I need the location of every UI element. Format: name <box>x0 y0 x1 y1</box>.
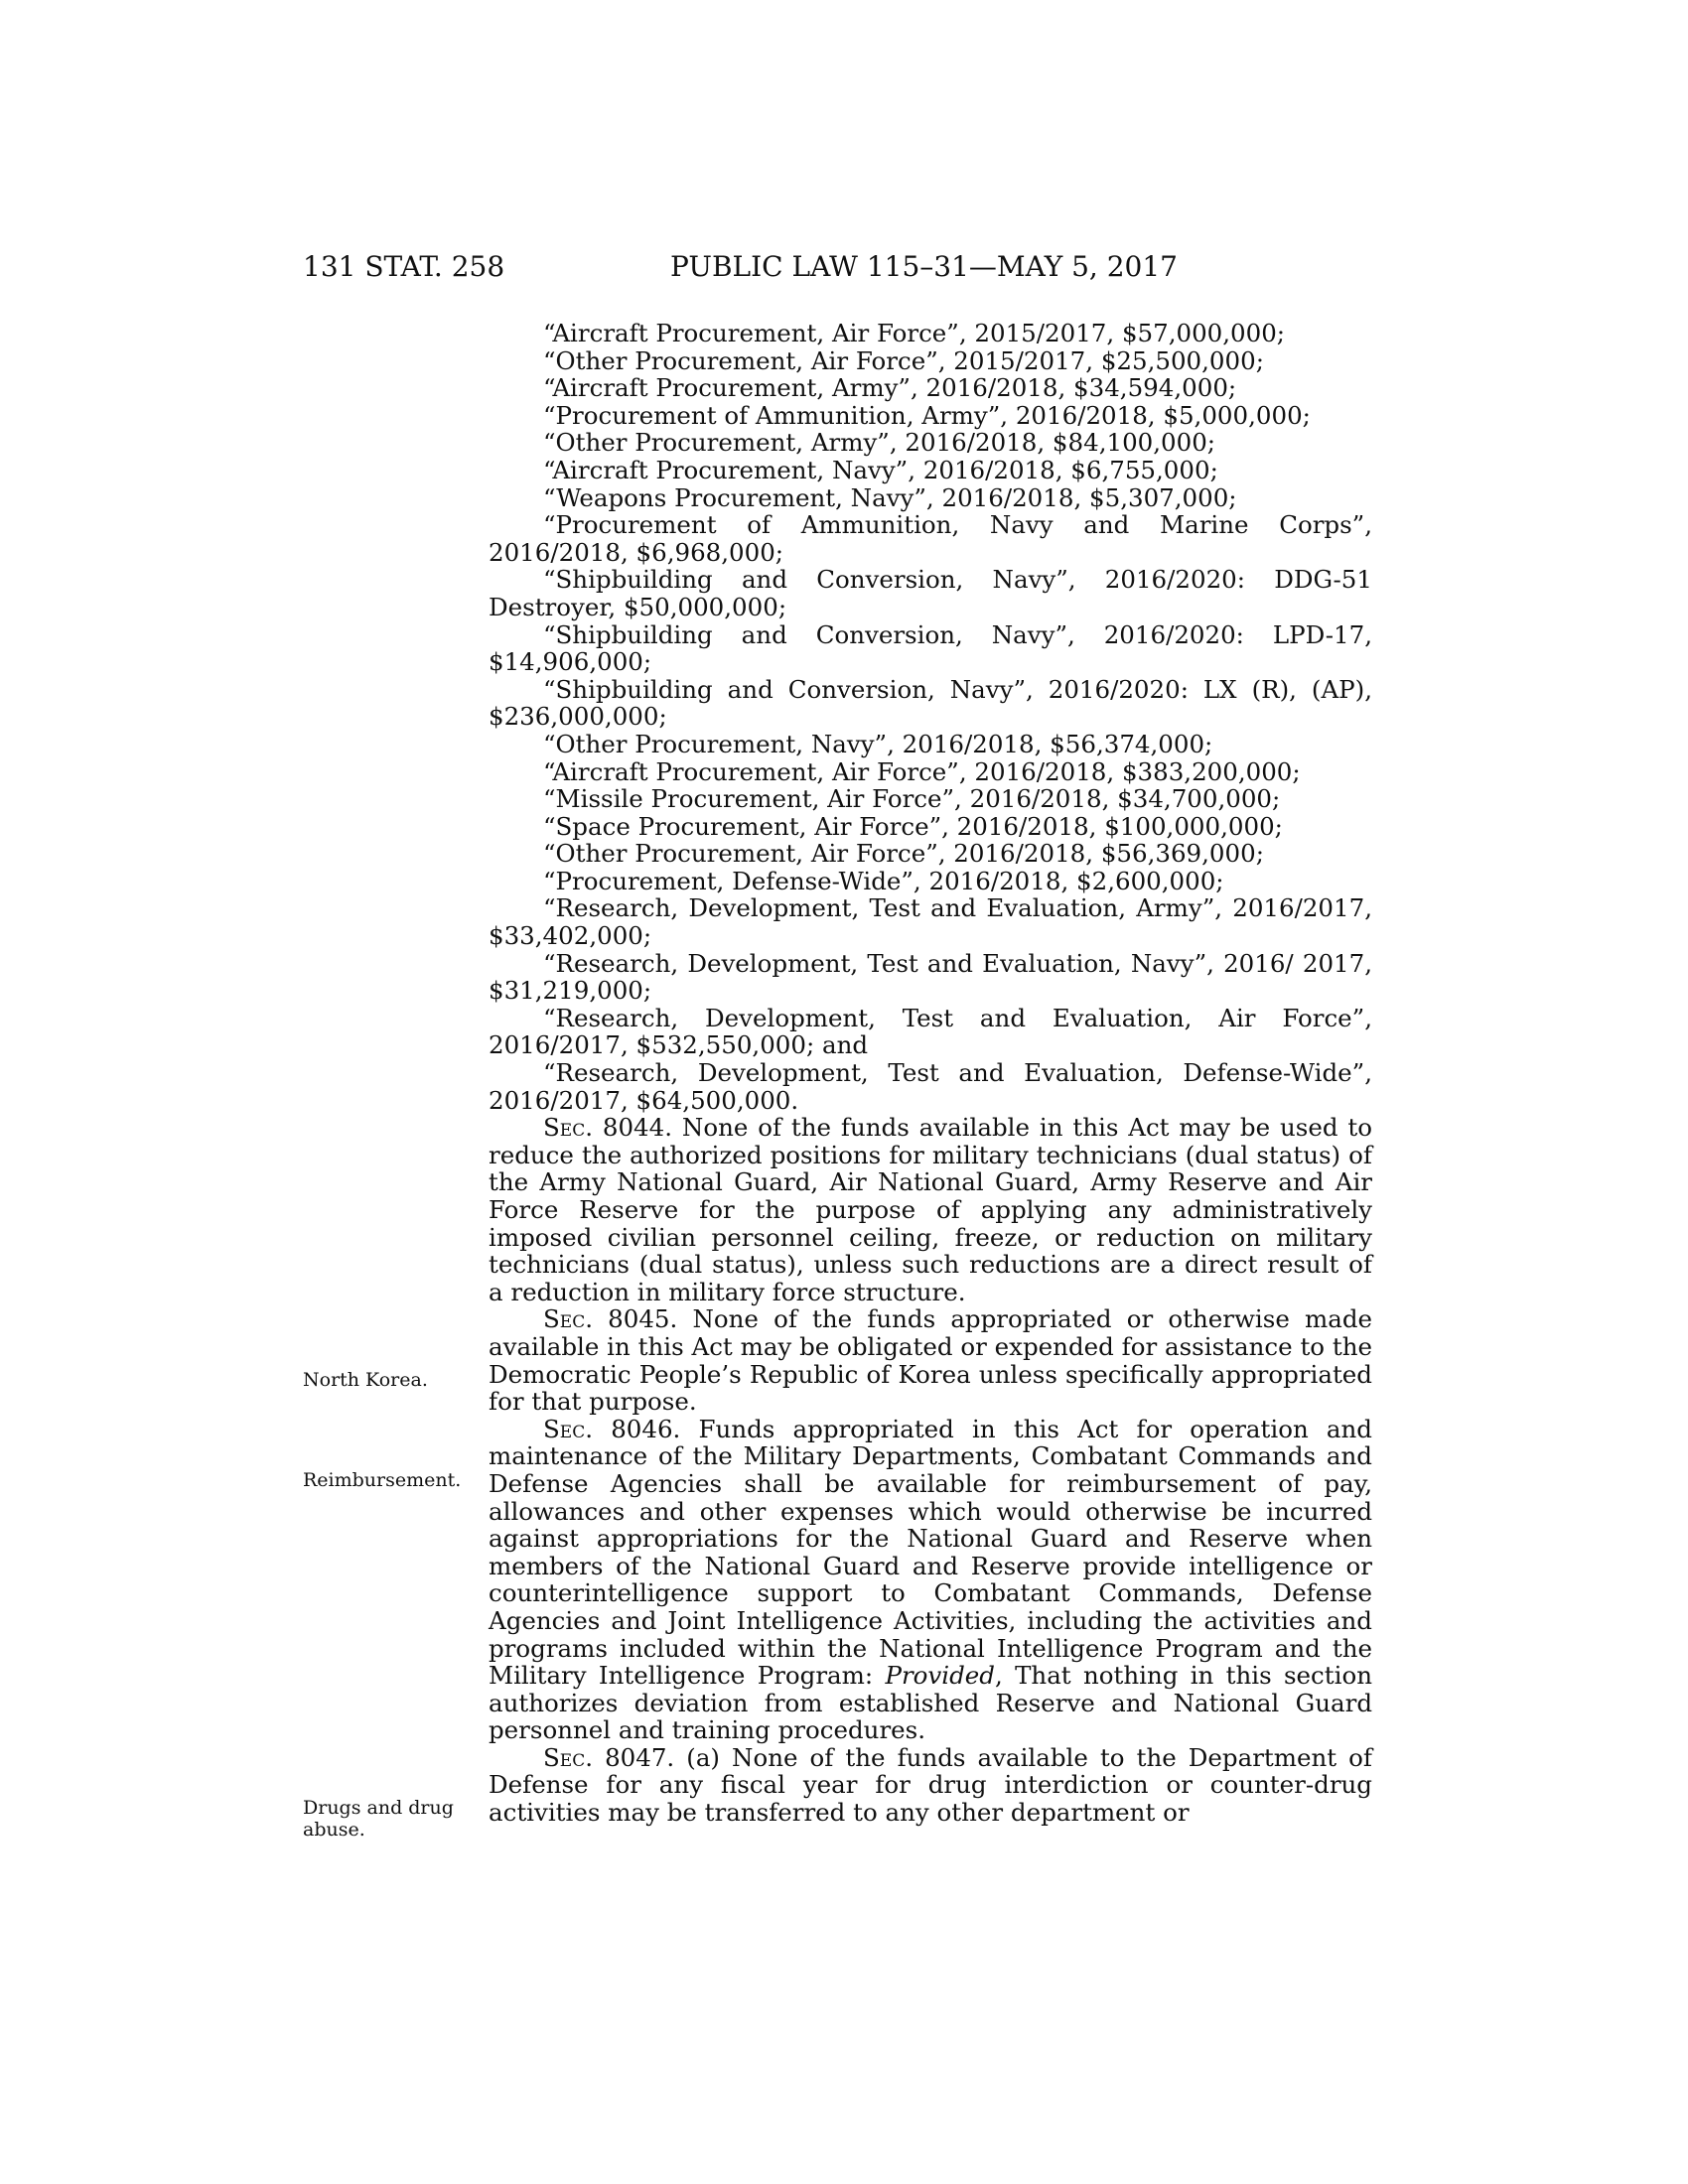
section-number: 8044. <box>602 1113 673 1143</box>
proviso-word: Provided <box>885 1661 995 1691</box>
section-label: Sec. <box>543 1742 593 1772</box>
statute-page-number: 131 STAT. 258 <box>303 250 505 283</box>
appropriation-entry: “Aircraft Procurement, Army”, 2016/2018, $34,594,000; <box>543 373 1237 403</box>
appropriation-entry: “Other Procurement, Air Force”, 2016/2018, $56,369,000; <box>543 839 1264 869</box>
appropriation-entry: “Shipbuilding and Conversion, Navy”, 2016/2020: DDG-51 Destroyer, $50,000,000; <box>489 565 1372 621</box>
section-label: Sec. <box>543 1113 593 1143</box>
section-number: 8046. <box>611 1414 681 1443</box>
appropriation-entry: “Weapons Procurement, Navy”, 2016/2018, $5,307,000; <box>543 482 1237 512</box>
section-8045 <box>489 1305 1372 1415</box>
section-text: (a) None of the funds available to the Department of Defense for any fiscal year for drug interdiction or counter-drug activities may be transferred to any other department or <box>489 1742 1372 1828</box>
section-text: None of the funds available in this Act may be used to reduce the authorized positions for military technicians (dual status) of the Army National Guard, Air National Guard, Army Reserve and Air Force Reserve for the purpose of applying any administratively imposed civilian personnel ceiling, freeze, or reduction on military technicians (dual status), unless such reductions are a direct result of a reduction in military force structure. <box>489 1113 1372 1306</box>
section-8046 <box>489 1416 1372 1744</box>
section-number: 8047. <box>605 1742 675 1772</box>
appropriation-entry: “Research, Development, Test and Evaluation, Army”, 2016/2017, $33,402,000; <box>489 893 1372 951</box>
appropriation-entry: “Other Procurement, Navy”, 2016/2018, $56,374,000; <box>543 729 1213 758</box>
appropriation-entry: “Space Procurement, Air Force”, 2016/2018, $100,000,000; <box>543 811 1283 841</box>
appropriation-entry: “Procurement, Defense-Wide”, 2016/2018, $2,600,000; <box>543 866 1224 895</box>
main-text-column <box>489 320 1372 1827</box>
section-8047 <box>489 1744 1372 1827</box>
appropriation-entry: “Research, Development, Test and Evaluation, Navy”, 2016/ 2017, $31,219,000; <box>489 948 1372 1006</box>
section-number: 8045. <box>608 1304 678 1334</box>
section-text: Funds appropriated in this Act for operation and maintenance of the Military Departments, Combatant Commands and Defense Agencies shall be available for reimbursement of pay, allowances and other expenses which would otherwise be incurred against appropriations for the National Guard and Reserve when members of the National Guard and Reserve provide intelligence or counterintelligence support to Combatant Commands, Defense Agencies and Joint Intelligence Activities, including the activities and programs included within the National Intelligence Program and the Military Intelligence Program: <box>489 1414 1372 1691</box>
appropriation-entry: “Shipbuilding and Conversion, Navy”, 2016/2020: LPD-17, $14,906,000; <box>489 619 1372 677</box>
section-label: Sec. <box>543 1304 593 1334</box>
section-8044 <box>489 1114 1372 1305</box>
appropriation-entry: “Missile Procurement, Air Force”, 2016/2018, $34,700,000; <box>543 784 1281 814</box>
appropriation-entry: “Procurement of Ammunition, Army”, 2016/2018, $5,000,000; <box>543 400 1311 430</box>
public-law-title: PUBLIC LAW 115–31—MAY 5, 2017 <box>670 250 1178 283</box>
appropriation-entry: “Research, Development, Test and Evaluation, Air Force”, 2016/2017, $532,550,000; and <box>489 1003 1372 1060</box>
appropriation-entry: “Aircraft Procurement, Air Force”, 2016/2018, $383,200,000; <box>543 756 1301 786</box>
proviso-text: , That nothing in this section authorizes deviation from established Reserve and National Guard personnel and training procedures. <box>489 1661 1372 1745</box>
section-label: Sec. <box>543 1414 593 1443</box>
margin-note-north-korea: North Korea. <box>303 1369 428 1391</box>
running-header <box>0 250 1688 290</box>
appropriation-entry: “Shipbuilding and Conversion, Navy”, 2016/2020: LX (R), (AP), $236,000,000; <box>489 674 1372 732</box>
appropriation-entry: “Other Procurement, Army”, 2016/2018, $84,100,000; <box>543 428 1216 458</box>
appropriation-entry: “Aircraft Procurement, Navy”, 2016/2018, $6,755,000; <box>543 455 1218 484</box>
margin-note-reimbursement: Reimbursement. <box>303 1469 462 1491</box>
appropriation-entry: “Research, Development, Test and Evaluation, Defense-Wide”, 2016/2017, $64,500,000. <box>489 1058 1372 1115</box>
margin-note-drugs: Drugs and drug abuse. <box>303 1797 454 1841</box>
appropriation-entry: “Other Procurement, Air Force”, 2015/2017, $25,500,000; <box>543 345 1264 375</box>
appropriation-entry: “Aircraft Procurement, Air Force”, 2015/2017, $57,000,000; <box>543 319 1286 347</box>
section-text: None of the funds appropriated or otherwise made available in this Act may be obligated or expended for assistance to the Democratic People’s Republic of Korea unless specifically appropriated for that purpose. <box>489 1304 1372 1417</box>
appropriation-entry: “Procurement of Ammunition, Navy and Marine Corps”, 2016/2018, $6,968,000; <box>489 510 1372 567</box>
